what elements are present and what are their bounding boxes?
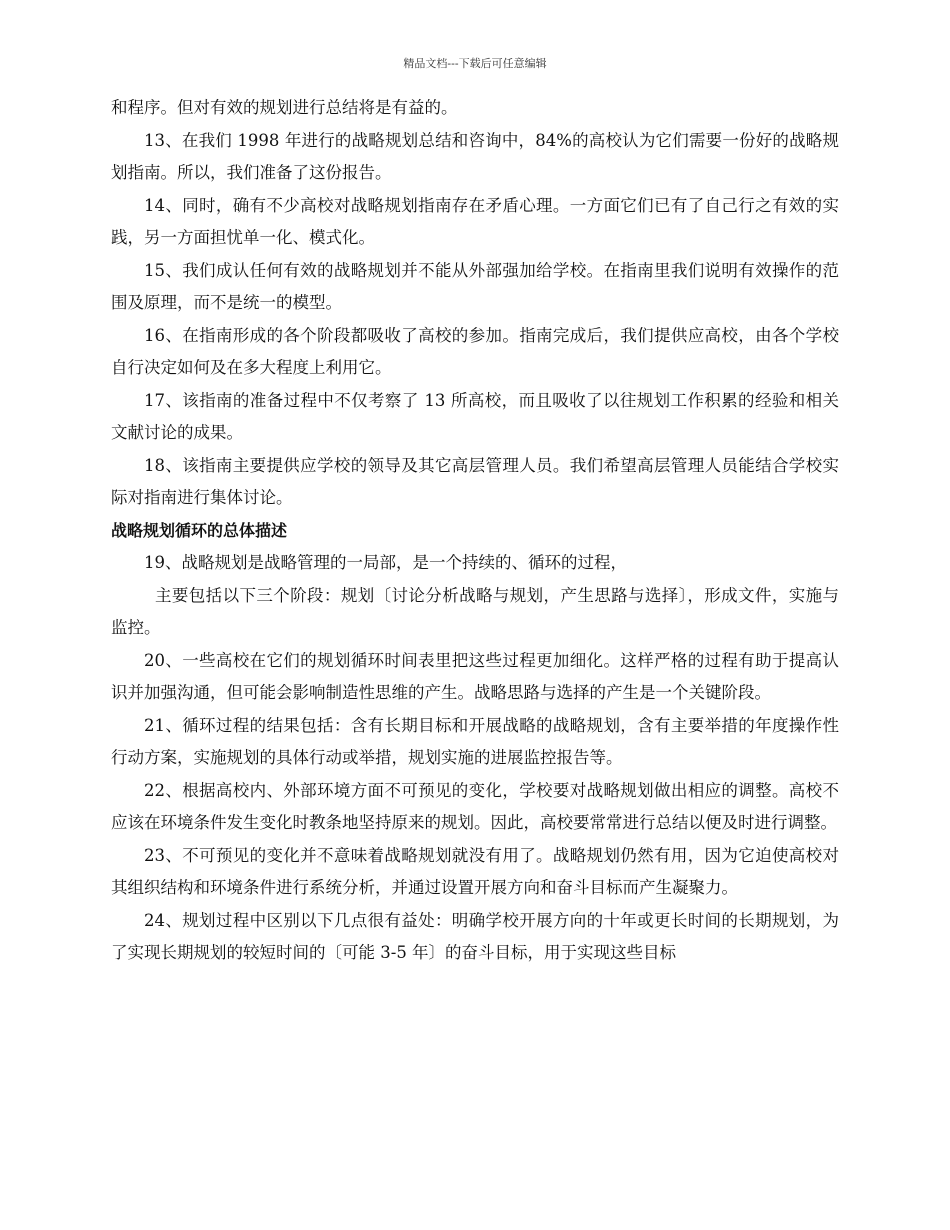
paragraph-21: 21、循环过程的结果包括：含有长期目标和开展战略的战略规划，含有主要举措的年度操作性行动方案，实施规划的具体行动或举措，规划实施的进展监控报告等。 (111, 715, 839, 767)
paragraph-17: 17、该指南的准备过程中不仅考察了 13 所高校，而且吸收了以往规划工作积累的经验和相关文献讨论的成果。 (111, 390, 839, 442)
paragraph-24: 24、规划过程中区别以下几点很有益处：明确学校开展方向的十年或更长时间的长期规划，为了实现长期规划的较短时间的〔可能 3-5 年〕的奋斗目标，用于实现这些目标 (111, 910, 839, 962)
section-heading: 战略规划循环的总体描述 (111, 520, 288, 540)
paragraph-15: 15、我们成认任何有效的战略规划并不能从外部强加给学校。在指南里我们说明有效操作的范围及原理，而不是统一的模型。 (111, 260, 839, 312)
page-header: 精品文档---下载后可任意编辑 (403, 57, 547, 70)
paragraph-20: 20、一些高校在它们的规划循环时间表里把这些过程更加细化。这样严格的过程有助于提高认识并加强沟通，但可能会影响制造性思维的产生。战略思路与选择的产生是一个关键阶段。 (111, 650, 839, 702)
document-body (111, 92, 839, 970)
paragraph-23: 23、不可预见的变化并不意味着战略规划就没有用了。战略规划仍然有用，因为它迫使高校对其组织结构和环境条件进行系统分析，并通过设置开展方向和奋斗目标而产生凝聚力。 (111, 845, 839, 897)
paragraph-22: 22、根据高校内、外部环境方面不可预见的变化，学校要对战略规划做出相应的调整。高校不应该在环境条件发生变化时教条地坚持原来的规划。因此，高校要常常进行总结以便及时进行调整。 (111, 780, 839, 832)
paragraph-13: 13、在我们 1998 年进行的战略规划总结和咨询中，84%的高校认为它们需要一份好的战略规划指南。所以，我们准备了这份报告。 (111, 130, 839, 182)
paragraph-19: 19、战略规划是战略管理的一局部，是一个持续的、循环的过程， (144, 553, 627, 572)
paragraph-18: 18、该指南主要提供应学校的领导及其它高层管理人员。我们希望高层管理人员能结合学校实际对指南进行集体讨论。 (111, 455, 839, 507)
paragraph-19-continued: 主要包括以下三个阶段：规划〔讨论分析战略与规划，产生思路与选择〕，形成文件，实施与监控。 (111, 585, 839, 637)
paragraph-continuation: 和程序。但对有效的规划进行总结将是有益的。 (111, 98, 458, 117)
paragraph-16: 16、在指南形成的各个阶段都吸收了高校的参加。指南完成后，我们提供应高校，由各个学校自行决定如何及在多大程度上利用它。 (111, 325, 839, 377)
paragraph-14: 14、同时，确有不少高校对战略规划指南存在矛盾心理。一方面它们已有了自己行之有效的实践，另一方面担忧单一化、模式化。 (111, 195, 839, 247)
